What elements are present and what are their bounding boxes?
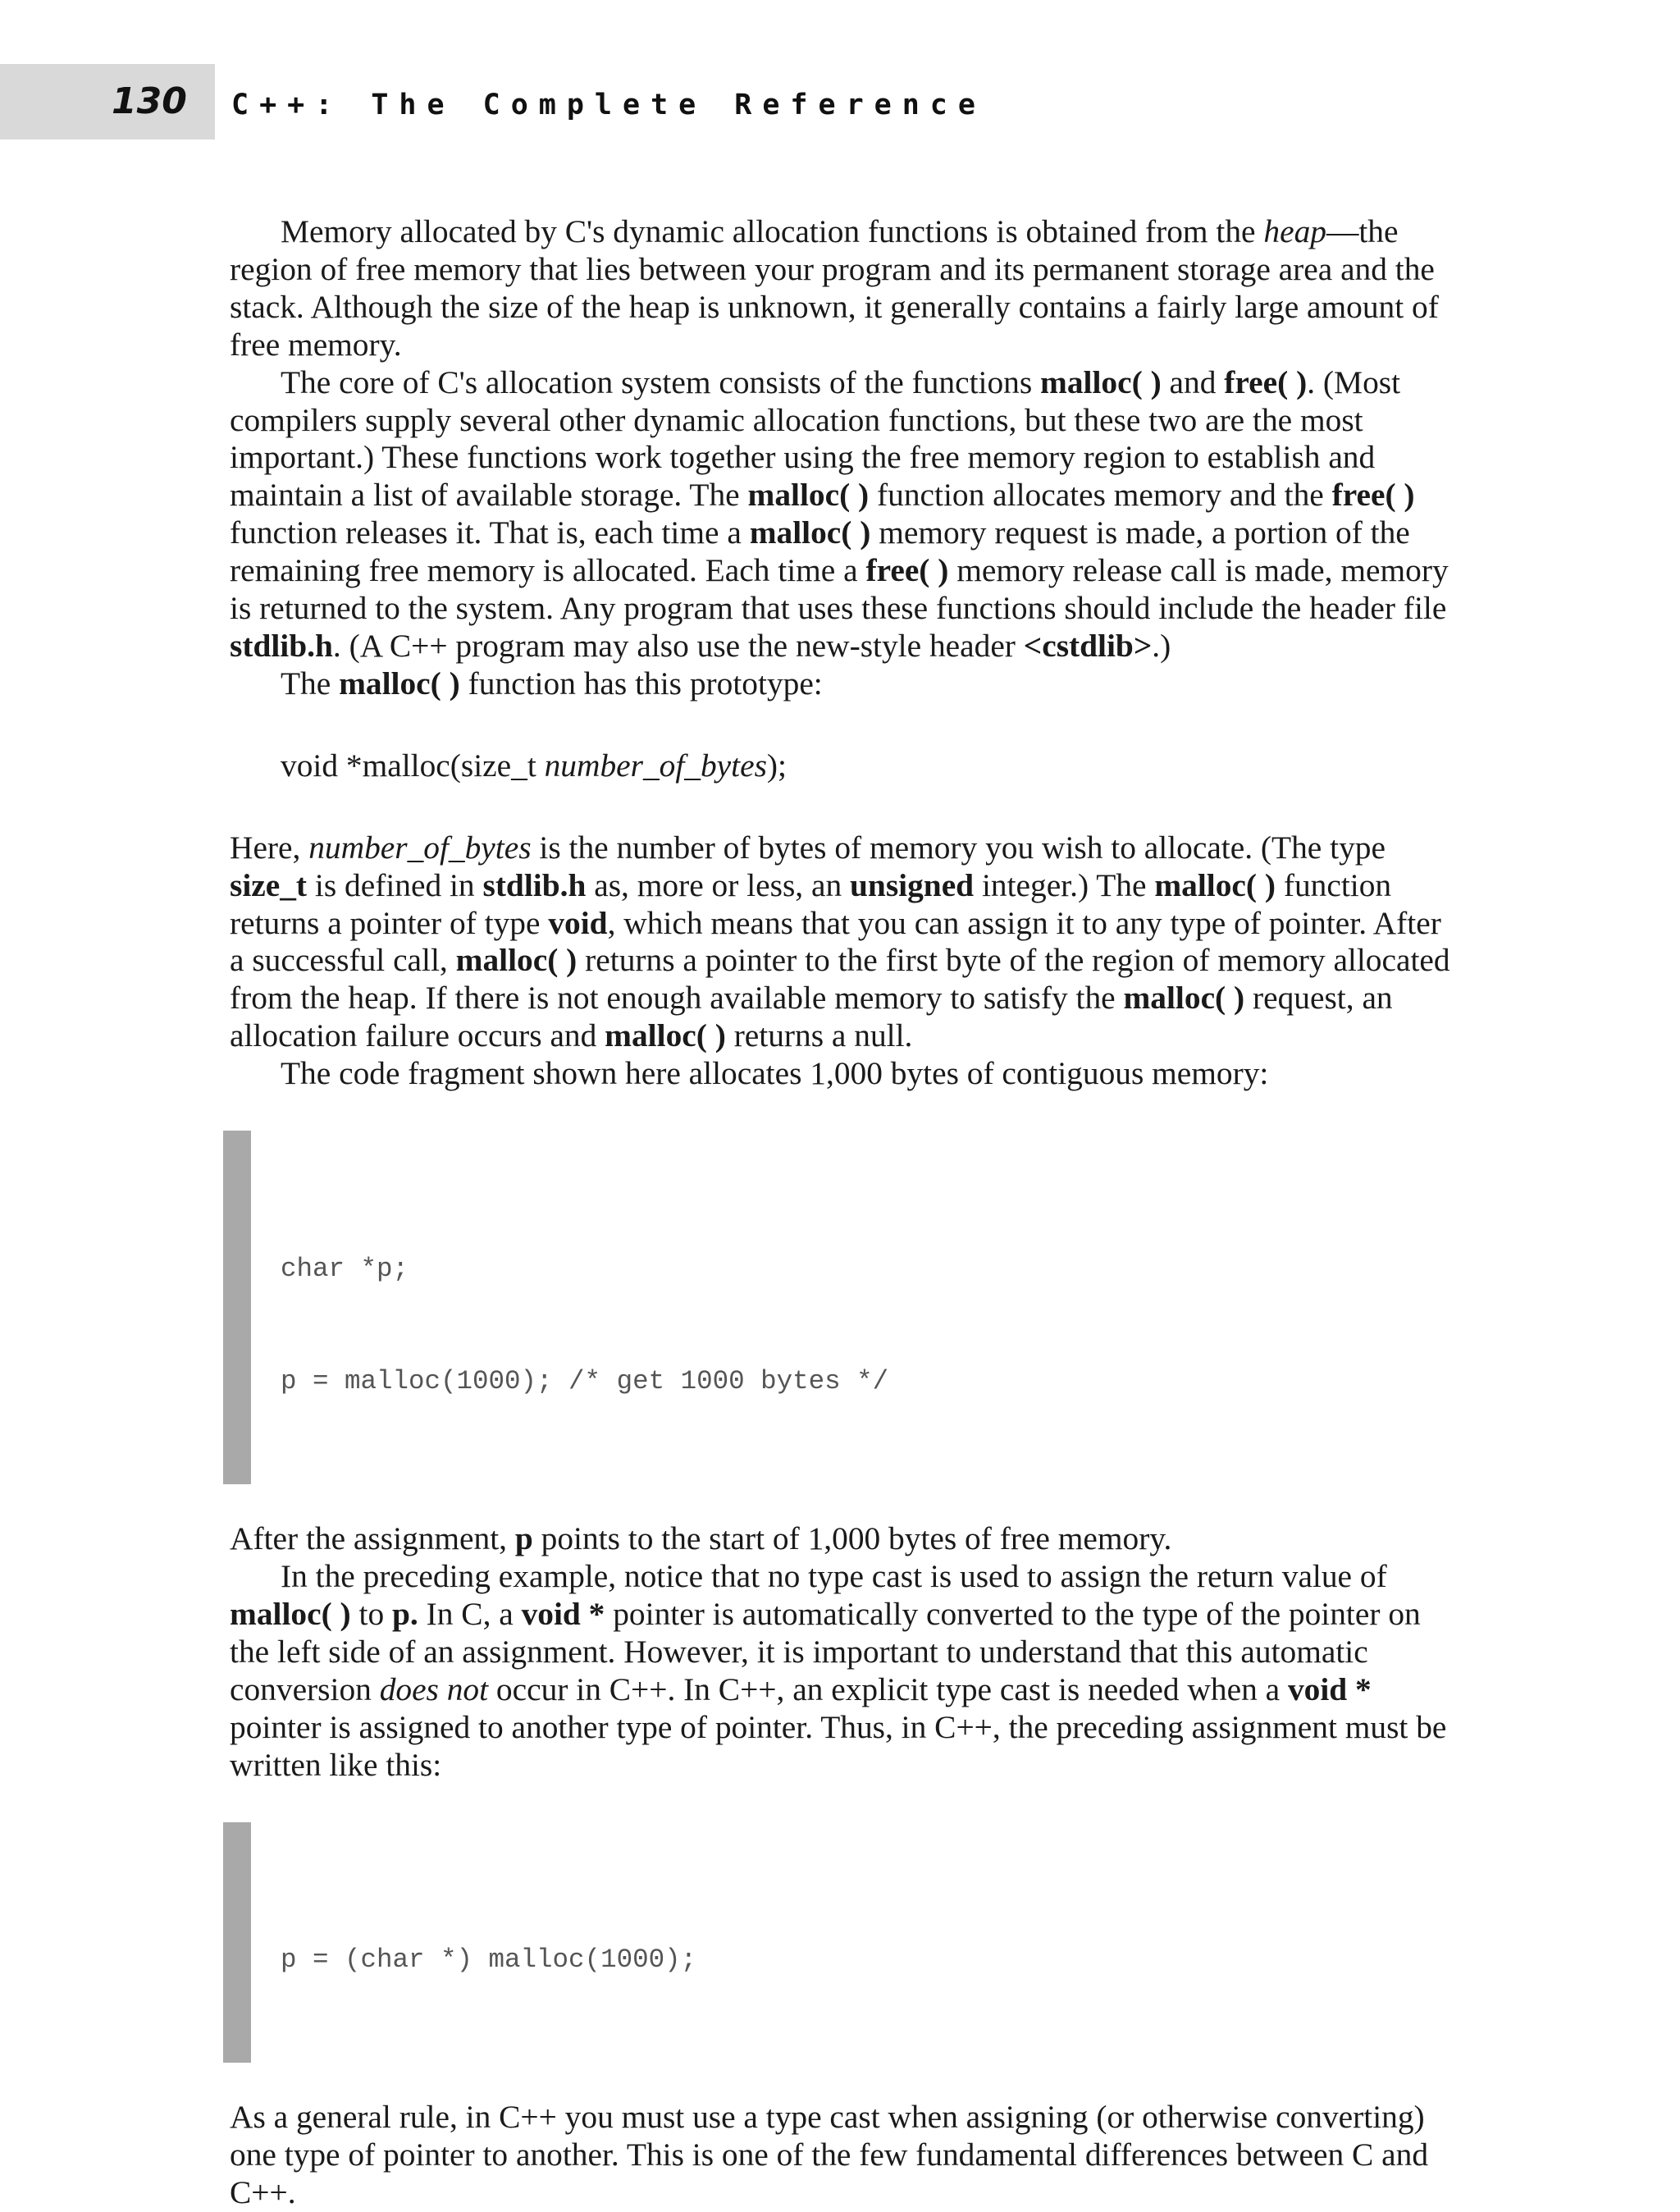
paragraph: [230, 2099, 1460, 2212]
bold-term: void: [548, 904, 608, 941]
text-run: points to the start of 1,000 bytes of free memory.: [532, 1520, 1172, 1557]
bold-term: stdlib.h: [230, 627, 333, 664]
bold-term: malloc( ): [230, 1596, 351, 1632]
bold-term: unsigned: [850, 866, 975, 903]
bold-term: free( ): [865, 552, 949, 589]
function-prototype: [281, 747, 1460, 785]
page-body: [230, 213, 1460, 2212]
bold-term: free( ): [1331, 477, 1415, 514]
code-block: [230, 1137, 1460, 1476]
text-run: as, more or less, an: [586, 866, 850, 903]
text-run: . (A C++ program may also use the new-style header: [332, 627, 1024, 664]
text-run: Here,: [230, 829, 309, 866]
text-run: request, an allocation failure occurs and: [230, 980, 1393, 1054]
paragraph: [230, 364, 1460, 665]
text-run: and: [1161, 363, 1225, 400]
text-run: pointer is assigned to another type of pointer. Thus, in C++, the preceding assignment must be written like this:: [230, 1708, 1447, 1783]
text-run: is the number of bytes of memory you wish to allocate. (The type: [531, 829, 1386, 866]
paragraph: [230, 1520, 1460, 1558]
text-run: —the region of free memory that lies between your program and its permanent storage area and the stack. Although the size of the heap is unknown, it generally contains a fairly large amount of free memory.: [230, 213, 1439, 363]
text-run: integer.) The: [974, 866, 1155, 903]
bold-term: malloc( ): [1123, 980, 1245, 1017]
text-run: In C, a: [418, 1596, 522, 1632]
bold-term: p.: [392, 1596, 418, 1632]
text-run: The: [281, 665, 340, 702]
page-number: 130: [112, 80, 187, 122]
bold-term: void *: [521, 1596, 605, 1632]
bold-term: malloc( ): [455, 942, 578, 979]
paragraph: [230, 1558, 1460, 1784]
text-run: occur in C++. In C++, an explicit type cast is needed when a: [488, 1670, 1288, 1707]
text-run: , which means that you can assign it to any type of pointer. After a successful call,: [230, 904, 1441, 979]
text-run: The core of C's allocation system consists of the functions: [281, 363, 1041, 400]
code-margin-bar: [223, 1822, 251, 2063]
text-run: returns a null.: [725, 1017, 913, 1054]
text-run: memory request is made, a portion of the remaining free memory is allocated. Each time a: [230, 514, 1410, 589]
paragraph: [230, 830, 1460, 1055]
text-run: );: [766, 747, 787, 784]
bold-term: stdlib.h: [482, 866, 587, 903]
paragraph: [230, 665, 1460, 703]
bold-term: p: [514, 1520, 533, 1557]
bold-term: malloc( ): [339, 665, 460, 702]
text-run: function releases it. That is, each time a: [230, 514, 750, 551]
bold-term: malloc( ): [747, 477, 870, 514]
text-run: Memory allocated by C's dynamic allocation functions is obtained from the: [281, 213, 1264, 249]
text-run: .): [1152, 627, 1171, 664]
text-run: . (Most compilers supply several other dynamic allocation functions, but these two are the most important.) These functions work together using the free memory region to establish and maintain a list of available storage. The: [230, 363, 1401, 514]
italic-term: heap: [1263, 213, 1326, 249]
text-run: is defined in: [307, 866, 483, 903]
text-run: After the assignment,: [230, 1520, 515, 1557]
bold-term: free( ): [1224, 363, 1308, 400]
text-run: function has this prototype:: [459, 665, 823, 702]
bold-term: <cstdlib>: [1023, 627, 1153, 664]
text-run: memory release call is made, memory is returned to the system. Any program that uses these functions should include the header file: [230, 552, 1449, 627]
bold-term: size_t: [230, 866, 308, 903]
bold-term: void *: [1287, 1670, 1372, 1707]
bold-term: malloc( ): [605, 1017, 726, 1054]
code-line: p = malloc(1000); /* get 1000 bytes */: [281, 1366, 889, 1397]
italic-term: number_of_bytes: [308, 829, 532, 866]
text-run: function allocates memory and the: [869, 477, 1332, 514]
text-run: function returns a pointer of type: [230, 866, 1392, 941]
text-run: In the preceding example, notice that no type cast is used to assign the return value of: [281, 1558, 1387, 1595]
code-block: [230, 1829, 1460, 2054]
text-run: returns a pointer to the first byte of the region of memory allocated from the heap. If there is not enough available memory to satisfy the: [230, 942, 1450, 1017]
italic-term: does not: [379, 1670, 489, 1707]
code-line: p = (char *) malloc(1000);: [281, 1945, 697, 1976]
text-run: to: [350, 1596, 393, 1632]
bold-term: malloc( ): [749, 514, 871, 551]
code-margin-bar: [223, 1131, 251, 1484]
paragraph: [230, 213, 1460, 364]
bold-term: malloc( ): [1154, 866, 1276, 903]
running-head: C++: The Complete Reference: [231, 89, 986, 121]
text-run: void *malloc(size_t: [281, 747, 545, 784]
text-run: As a general rule, in C++ you must use a type cast when assigning (or otherwise converting) one type of pointer to another. This is one of the few fundamental differences between C and C++.: [230, 2098, 1429, 2210]
italic-term: number_of_bytes: [544, 747, 767, 784]
bold-term: malloc( ): [1040, 363, 1162, 400]
text-run: The code fragment shown here allocates 1,000 bytes of contiguous memory:: [281, 1055, 1269, 1092]
paragraph: [230, 1055, 1460, 1093]
text-run: pointer is automatically converted to the type of the pointer on the left side of an assignment. However, it is important to understand that this automatic conversion: [230, 1596, 1421, 1707]
code-line: char *p;: [281, 1253, 409, 1284]
